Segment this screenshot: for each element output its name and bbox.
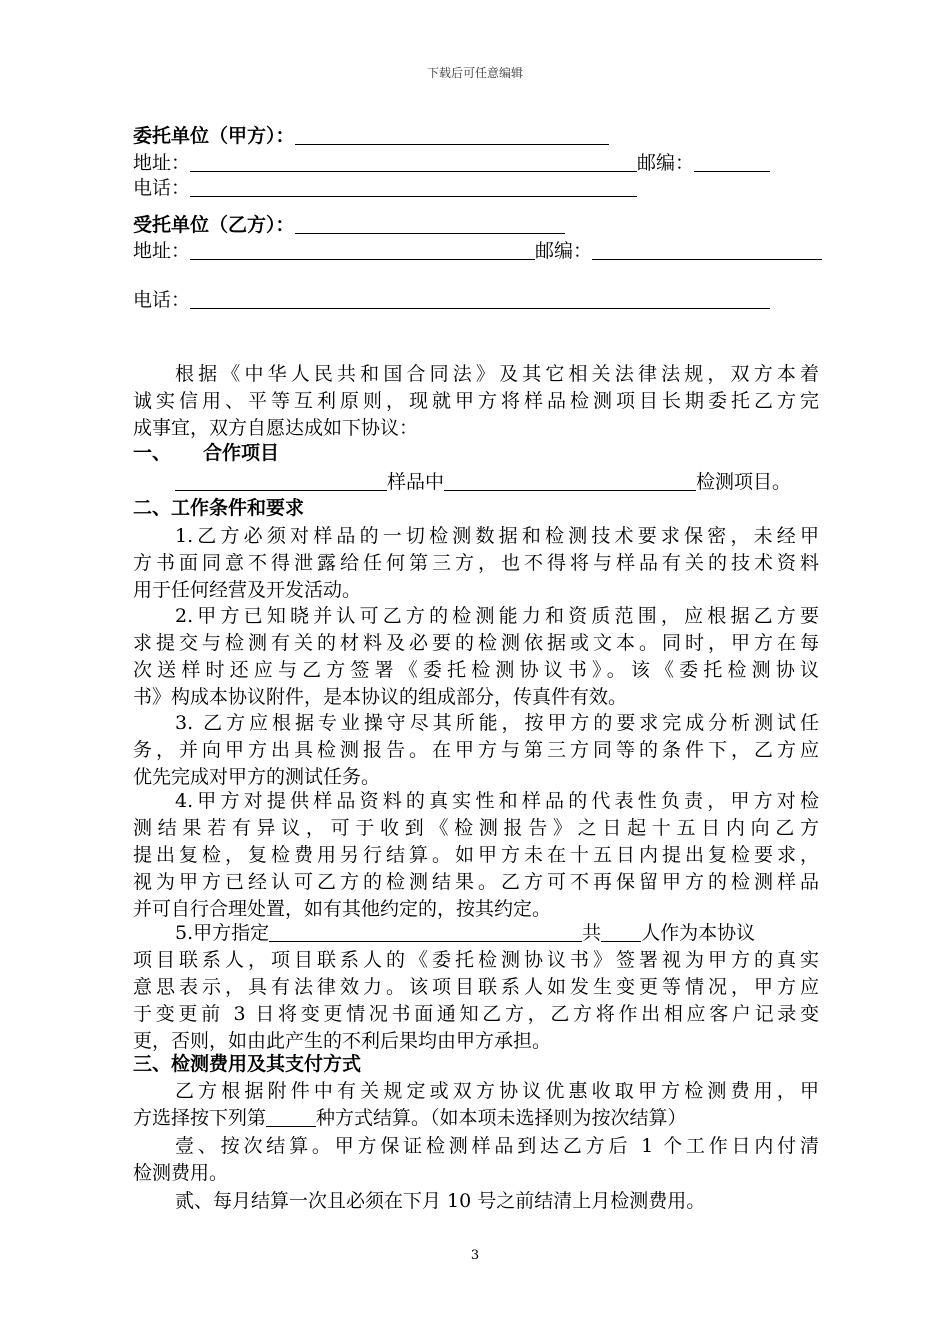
item-line: 于变更前 3 日将变更情况书面通知乙方，乙方将作出相应客户记录变 bbox=[133, 1003, 819, 1025]
intro-line: 成事宜，双方自愿达成如下协议： bbox=[133, 417, 419, 439]
page-header: 下载后可任意编辑 bbox=[426, 66, 523, 80]
item5-mid: 共 bbox=[582, 922, 602, 944]
party-b-address-field[interactable] bbox=[190, 239, 535, 260]
item-line: 3. 乙方应根据专业操守尽其所能，按甲方的要求完成分析测试任 bbox=[175, 712, 819, 734]
section2-item3 bbox=[133, 710, 819, 791]
section2-heading: 二、工作条件和要求 bbox=[133, 497, 305, 519]
section1-line-mid: 样品中 bbox=[387, 471, 445, 493]
section2-item4 bbox=[133, 788, 819, 923]
party-a-address-line bbox=[133, 150, 770, 176]
page-number: 3 bbox=[470, 1248, 480, 1263]
section2-item5 bbox=[133, 920, 819, 1055]
section3-option1 bbox=[133, 1133, 819, 1187]
party-a-address-field[interactable] bbox=[190, 151, 637, 172]
item-line: 求提交与检测有关的材料及必要的检测依据或文本。同时，甲方在每 bbox=[133, 632, 819, 654]
section3-line2-end: 种方式结算。（如本项未选择则为按次结算） bbox=[316, 1107, 687, 1129]
section3-line2 bbox=[133, 1105, 819, 1132]
item-line: 意思表示，具有法律效力。该项目联系人如发生变更等情况，甲方应 bbox=[133, 976, 819, 998]
item5-end: 人作为本协议 bbox=[641, 922, 756, 944]
item-line: 更，否则，如由此产生的不利后果均由甲方承担。 bbox=[133, 1030, 552, 1052]
item-line: 次送样时还应与乙方签署《委托检测协议书》。该《委托检测协议 bbox=[133, 659, 819, 681]
item-line: 乙方根据附件中有关规定或双方协议优惠收取甲方检测费用，甲 bbox=[175, 1080, 819, 1102]
sample-field[interactable] bbox=[175, 470, 387, 491]
party-b-phone-field[interactable] bbox=[190, 288, 770, 309]
party-a-title: 委托单位（甲方）： bbox=[133, 125, 295, 147]
contact-count-field[interactable] bbox=[601, 921, 641, 942]
party-b-address-line bbox=[133, 238, 822, 264]
party-b-phone-label: 电话： bbox=[133, 289, 191, 311]
party-b-address-label: 地址： bbox=[133, 240, 191, 262]
contact-person-field[interactable] bbox=[269, 921, 582, 942]
item5-first-line bbox=[133, 920, 819, 947]
party-a-name-field[interactable] bbox=[295, 124, 609, 145]
payment-method-field[interactable] bbox=[266, 1106, 316, 1127]
item-line: 用于任何经营及开发活动。 bbox=[133, 579, 362, 601]
section3-option2 bbox=[133, 1188, 819, 1215]
section1-line-end: 检测项目。 bbox=[696, 471, 792, 493]
section3-heading: 三、检测费用及其支付方式 bbox=[133, 1053, 362, 1075]
item-line: 2.甲方已知晓并认可乙方的检测能力和资质范围，应根据乙方要 bbox=[175, 605, 819, 627]
item-line: 书》构成本协议附件，是本协议的组成部分，传真件有效。 bbox=[133, 686, 628, 708]
item-line: 贰、每月结算一次且必须在下月 10 号之前结清上月检测费用。 bbox=[175, 1190, 706, 1212]
section1-heading-text: 合作项目 bbox=[203, 442, 280, 464]
party-a-title-line bbox=[133, 123, 609, 149]
item-line: 4.甲方对提供样品资料的真实性和样品的代表性负责，甲方对检 bbox=[175, 790, 819, 812]
item-line: 测结果若有异议，可于收到《检测报告》之日起十五日内向乙方 bbox=[133, 817, 819, 839]
section3-line2-start: 方选择按下列第 bbox=[133, 1107, 267, 1129]
item-line: 1.乙方必须对样品的一切检测数据和检测技术要求保密，未经甲 bbox=[175, 525, 819, 547]
section2-item2 bbox=[133, 603, 819, 711]
item-line: 视为甲方已经认可乙方的检测结果。乙方可不再保留甲方的检测样品 bbox=[133, 871, 819, 893]
party-b-phone-line bbox=[133, 287, 770, 313]
item-line: 壹、按次结算。甲方保证检测样品到达乙方后 1 个工作日内付清 bbox=[175, 1135, 819, 1157]
item-line: 检测费用。 bbox=[133, 1162, 229, 1184]
item-line: 务，并向甲方出具检测报告。在甲方与第三方同等的条件下，乙方应 bbox=[133, 739, 819, 761]
section1-heading bbox=[133, 440, 279, 466]
item-line: 方书面同意不得泄露给任何第三方，也不得将与样品有关的技术资料 bbox=[133, 552, 819, 574]
item-line: 提出复检，复检费用另行结算。如甲方未在十五日内提出复检要求， bbox=[133, 844, 819, 866]
intro-line: 诚实信用、平等互利原则，现就甲方将样品检测项目长期委托乙方完 bbox=[133, 390, 819, 412]
section2-item1 bbox=[133, 523, 819, 604]
party-a-address-label: 地址： bbox=[133, 152, 191, 174]
party-a-phone-label: 电话： bbox=[133, 177, 191, 199]
item-line: 并可自行合理处置，如有其他约定的，按其约定。 bbox=[133, 898, 552, 920]
party-a-postcode-label: 邮编： bbox=[637, 152, 695, 174]
section1-item-line bbox=[175, 469, 791, 495]
item-line: 优先完成对甲方的测试任务。 bbox=[133, 766, 381, 788]
party-b-title: 受托单位（乙方）： bbox=[133, 214, 295, 236]
party-a-postcode-field[interactable] bbox=[694, 151, 770, 172]
party-b-postcode-label: 邮编： bbox=[535, 240, 593, 262]
item5-start: 5.甲方指定 bbox=[175, 922, 270, 944]
test-item-field[interactable] bbox=[444, 470, 696, 491]
item-line: 项目联系人，项目联系人的《委托检测协议书》签署视为甲方的真实 bbox=[133, 949, 819, 971]
party-a-phone-line bbox=[133, 175, 637, 201]
party-b-title-line bbox=[133, 212, 565, 238]
intro-paragraph bbox=[133, 361, 819, 442]
section1-heading-number: 一、 bbox=[133, 442, 172, 464]
party-a-phone-field[interactable] bbox=[190, 176, 637, 197]
section3-paragraph1 bbox=[133, 1078, 819, 1132]
intro-line: 根据《中华人民共和国合同法》及其它相关法律法规，双方本着 bbox=[175, 363, 819, 385]
party-b-name-field[interactable] bbox=[295, 213, 565, 234]
party-b-postcode-field[interactable] bbox=[592, 239, 822, 260]
